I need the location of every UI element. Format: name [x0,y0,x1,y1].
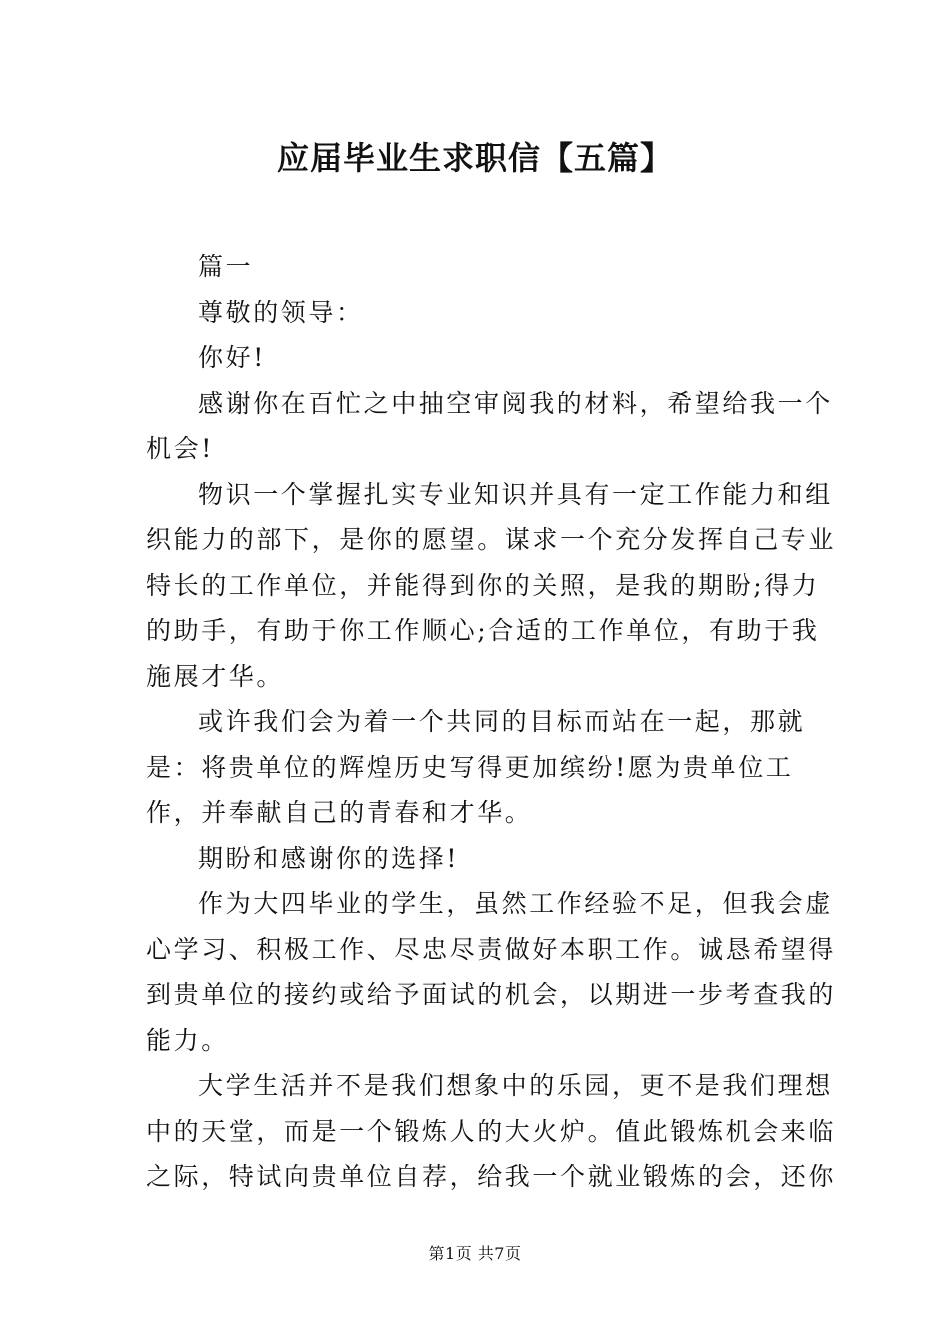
paragraph: 感谢你在百忙之中抽空审阅我的材料，希望给我一个机会! [146,388,833,463]
paragraph: 或许我们会为着一个共同的目标而站在一起，那就是：将贵单位的辉煌历史写得更加缤纷!愿为贵单位工作，并奉献自己的青春和才华。 [146,707,806,827]
paragraph: 物识一个掌握扎实专业知识并具有一定工作能力和组织能力的部下，是你的愿望。谋求一个充分发挥自己专业特长的工作单位，并能得到你的关照，是我的期盼;得力的助手，有助于你工作顺心;合适的工作单位，有助于我施展才华。 [146,479,837,691]
paragraph: 期盼和感谢你的选择! [198,843,460,873]
document-title: 应届毕业生求职信【五篇】 [276,139,673,177]
paragraph: 尊敬的领导： [198,297,364,327]
paragraph: 大学生活并不是我们想象中的乐园，更不是我们理想中的天堂，而是一个锻炼人的大火炉。值此锻炼机会来临之际，特试向贵单位自荐，给我一个就业锻炼的会，还你 [146,1071,837,1191]
paragraph: 篇一 [198,252,254,281]
page-number-footer: 第1页 共7页 [428,1244,522,1263]
paragraph: 作为大四毕业的学生，虽然工作经验不足，但我会虚心学习、积极工作、尽忠尽责做好本职工作。诚恳希望得到贵单位的接约或给予面试的机会，以期进一步考查我的能力。 [146,889,837,1055]
paragraph: 你好! [198,343,266,372]
document-body [146,244,836,1200]
